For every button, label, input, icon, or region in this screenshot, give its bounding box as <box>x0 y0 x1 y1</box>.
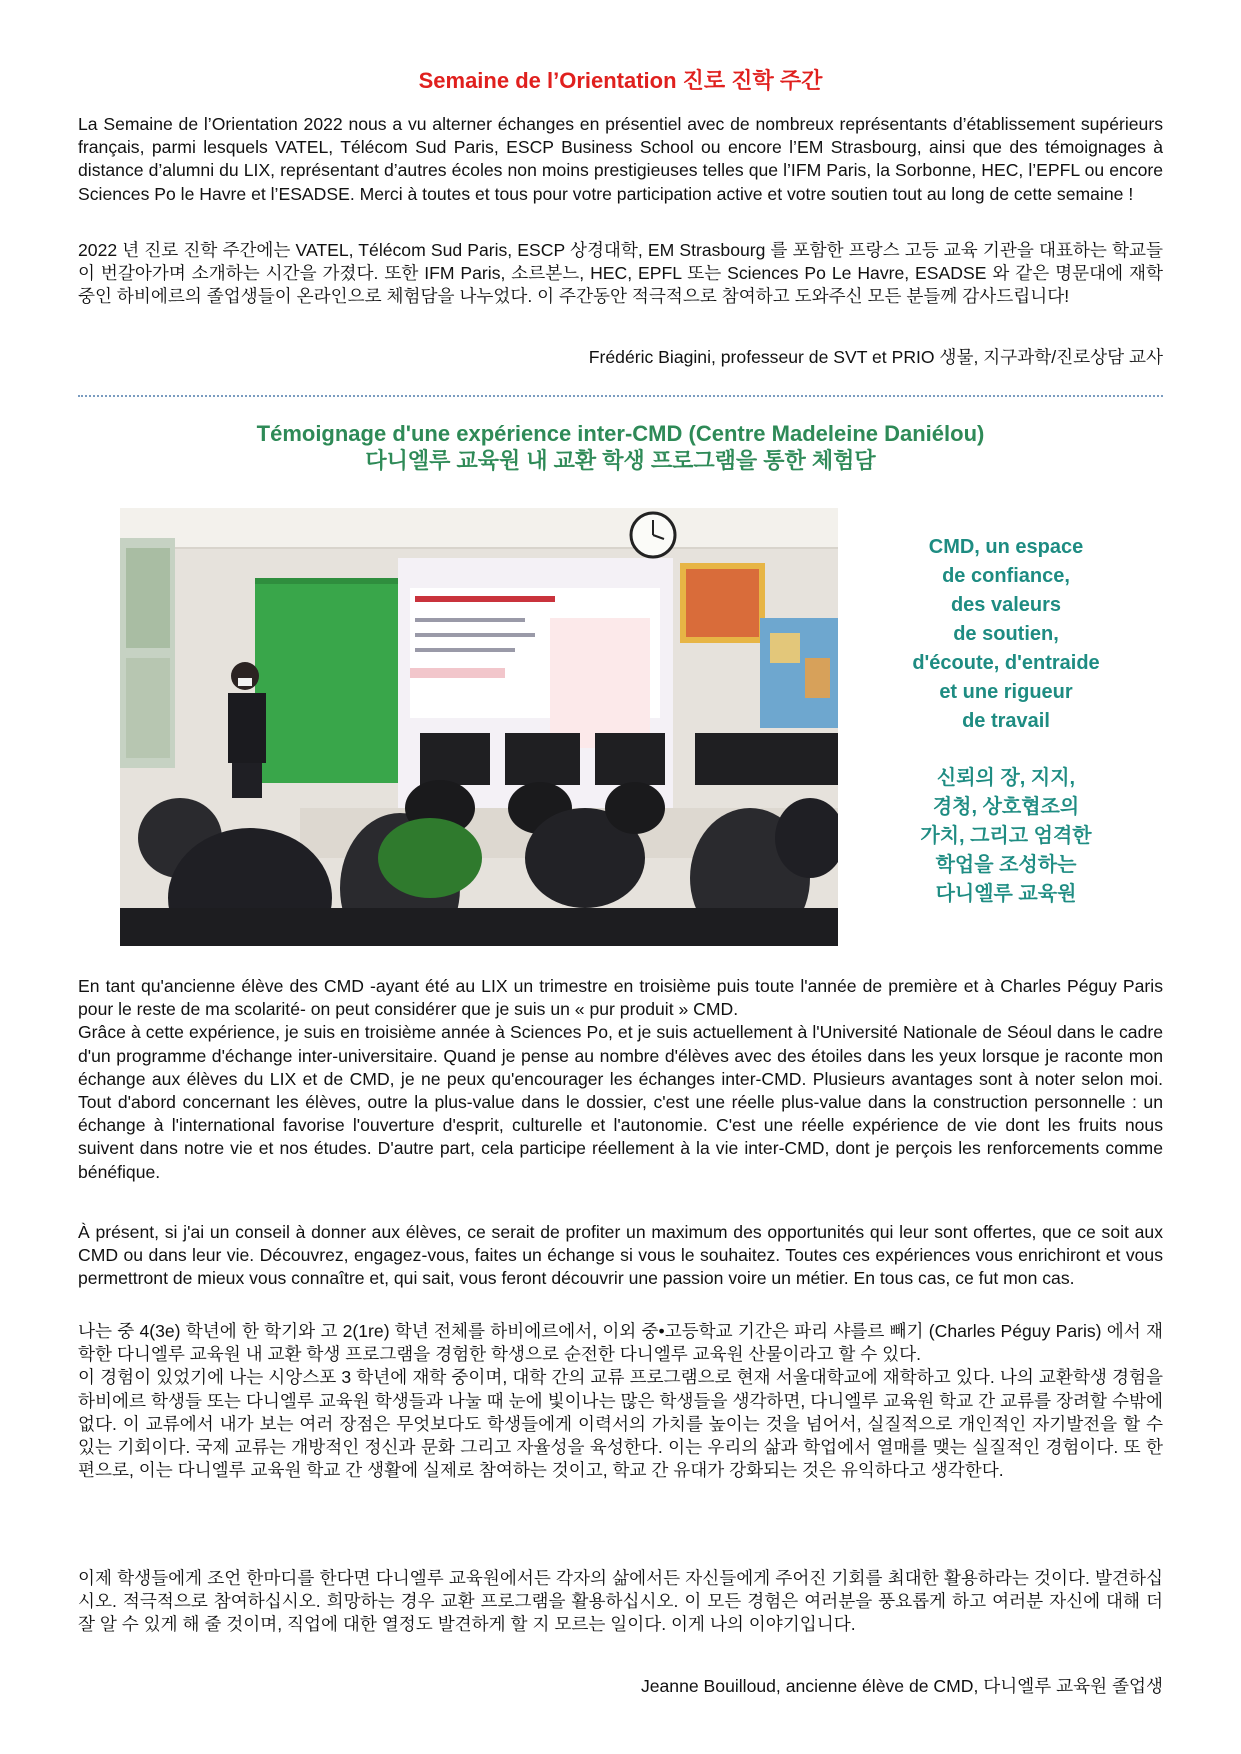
testimony-paragraph-fr-2: Grâce à cette expérience, je suis en troisième année à Sciences Po, et je suis actuellement à l'Université Nationale de Séoul dans le cadre d'un programme d'échange inter-universitaire. Quand je pense au nombre d'élèves avec des étoiles dans les yeux lorsque je raconte mon échange aux élèves du LIX et de CMD, je ne peux qu'encourager les échanges inter-CMD. Plusieurs avantages sont à noter selon moi. Tout d'abord concernant les élèves, outre la plus-value dans le dossier, c'est une réelle plus-value dans la construction personnelle : un échange à l'international favorise l'ouverture d'esprit, culturelle et l'autonomie. C'est une réelle expérience de vie dont les fruits nous suivent dans notre vie et nos études. D'autre part, cela participe réellement à la vie inter-CMD, dont je perçois les renforcements comme bénéfique. <box>78 1022 1163 1182</box>
testimony-body-ko <box>78 1320 1163 1482</box>
orientation-paragraph-fr: La Semaine de l’Orientation 2022 nous a vu alterner échanges en présentiel avec de nombreux représentants d’établissement supérieurs français, parmi lesquels VATEL, Télécom Sud Paris, ESCP Business School ou encore l’EM Strasbourg, ainsi que des témoignages à distance d’alumni du LIX, représentant d’autres écoles non moins prestigieuses telles que l’IFM Paris, la Sorbonne, HEC, l’EPFL ou encore Sciences Po le Havre et l’ESADSE. Merci à toutes et tous pour votre participation active et votre soutien tout au long de cette semaine ! <box>78 114 1163 204</box>
testimony-paragraph-ko-3: 이제 학생들에게 조언 한마디를 한다면 다니엘루 교육원에서든 각자의 삶에서든 자신들에게 주어진 기회를 최대한 활용하라는 것이다. 발견하십시오. 적극적으로 참여하십시오. 희망하는 경우 교환 프로그램을 활용하십시오. 이 모든 경험은 여러분을 풍요롭게 하고 여러분 자신에 대해 더 잘 알 수 있게 해 줄 것이며, 직업에 대한 열정도 발견하게 할 지 모르는 일이다. 이게 나의 이야기입니다. <box>78 1568 1163 1635</box>
section-divider <box>78 395 1163 397</box>
testimony-title-fr: Témoignage d'une expérience inter-CMD (Centre Madeleine Daniélou) <box>256 421 985 446</box>
testimony-paragraph-fr-3: À présent, si j'ai un conseil à donner aux élèves, ce serait de profiter un maximum des opportunités qui leur sont offertes, que ce soit aux CMD ou dans leur vie. Découvrez, engagez-vous, faites un échange si vous le souhaitez. Toutes ces expériences vous enrichiront et vous permettront de mieux vous connaître et, qui sait, vous feront découvrir une passion voire un métier. En tous cas, ce fut mon cas. <box>78 1222 1163 1289</box>
testimony-paragraph-fr-1: En tant qu'ancienne élève des CMD -ayant été au LIX un trimestre en troisième puis toute l'année de première et à Charles Péguy Paris pour le reste de ma scolarité- on peut considérer que je suis un « pur produit » CMD. <box>78 976 1163 1020</box>
pull-quote <box>871 533 1141 909</box>
testimony-paragraph-ko-2: 이 경험이 있었기에 나는 시앙스포 3 학년에 재학 중이며, 대학 간의 교류 프로그램으로 현재 서울대학교에 재학하고 있다. 나의 교환학생 경험을 하비에르 학생들 또는 다니엘루 교육원 학생들과 나눌 때 눈에 빛이나는 많은 학생들을 생각하면, 다니엘루 교육원 학교 간 교류를 장려할 수밖에 없다. 이 교류에서 내가 보는 여러 장점은 무엇보다도 학생들에게 이력서의 가치를 높이는 것을 넘어서, 실질적으로 개인적인 자기발전을 할 수 있는 기회이다. 국제 교류는 개방적인 정신과 문화 그리고 자율성을 육성한다. 이는 우리의 삶과 학업에서 열매를 맺는 실질적인 경험이다. 또 한편으로, 이는 다니엘루 교육원 학교 간 생활에 실제로 참여하는 것이고, 학교 간 유대가 강화되는 것은 유익하다고 생각한다. <box>78 1367 1163 1481</box>
orientation-paragraph-ko: 2022 년 진로 진학 주간에는 VATEL, Télécom Sud Paris, ESCP 상경대학, EM Strasbourg 를 포함한 프랑스 고등 교육 기관을 대표하는 학교들이 번갈아가며 소개하는 시간을 가졌다. 또한 IFM Paris, 소르본느, HEC, EPFL 또는 Sciences Po Le Havre, ESADSE 와 같은 명문대에 재학 중인 하비에르의 졸업생들이 온라인으로 체험담을 나누었다. 이 주간동안 적극적으로 참여하고 도와주신 모든 분들께 감사드립니다! <box>78 240 1163 307</box>
orientation-signature: Frédéric Biagini, professeur de SVT et PRIO 생물, 지구과학/진로상담 교사 <box>588 347 1163 367</box>
pull-quote-fr: CMD, un espace de confiance, des valeurs de soutien, d'écoute, d'entraide et une rigueur de travail <box>912 536 1100 732</box>
testimony-title-ko: 다니엘루 교육원 내 교환 학생 프로그램을 통한 체험담 <box>365 448 876 473</box>
testimony-body-fr <box>78 975 1163 1184</box>
section-title-testimony <box>78 420 1163 474</box>
testimony-paragraph-ko-1: 나는 중 4(3e) 학년에 한 학기와 고 2(1re) 학년 전체를 하비에르에서, 이외 중•고등학교 기간은 파리 샤를르 빼기 (Charles Péguy Paris) 에서 재학한 다니엘루 교육원 내 교환 학생 프로그램을 경험한 학생으로 순전한 다니엘루 교육원 산물이라고 할 수 있다. <box>78 1321 1163 1365</box>
classroom-photo <box>120 508 838 946</box>
pull-quote-ko: 신뢰의 장, 지지, 경청, 상호협조의 가치, 그리고 엄격한 학업을 조성하는 다니엘루 교육원 <box>920 767 1092 905</box>
section-title-orientation: Semaine de l’Orientation 진로 진학 주간 <box>418 68 823 93</box>
testimony-signature: Jeanne Bouilloud, ancienne élève de CMD, 다니엘루 교육원 졸업생 <box>640 1676 1163 1696</box>
